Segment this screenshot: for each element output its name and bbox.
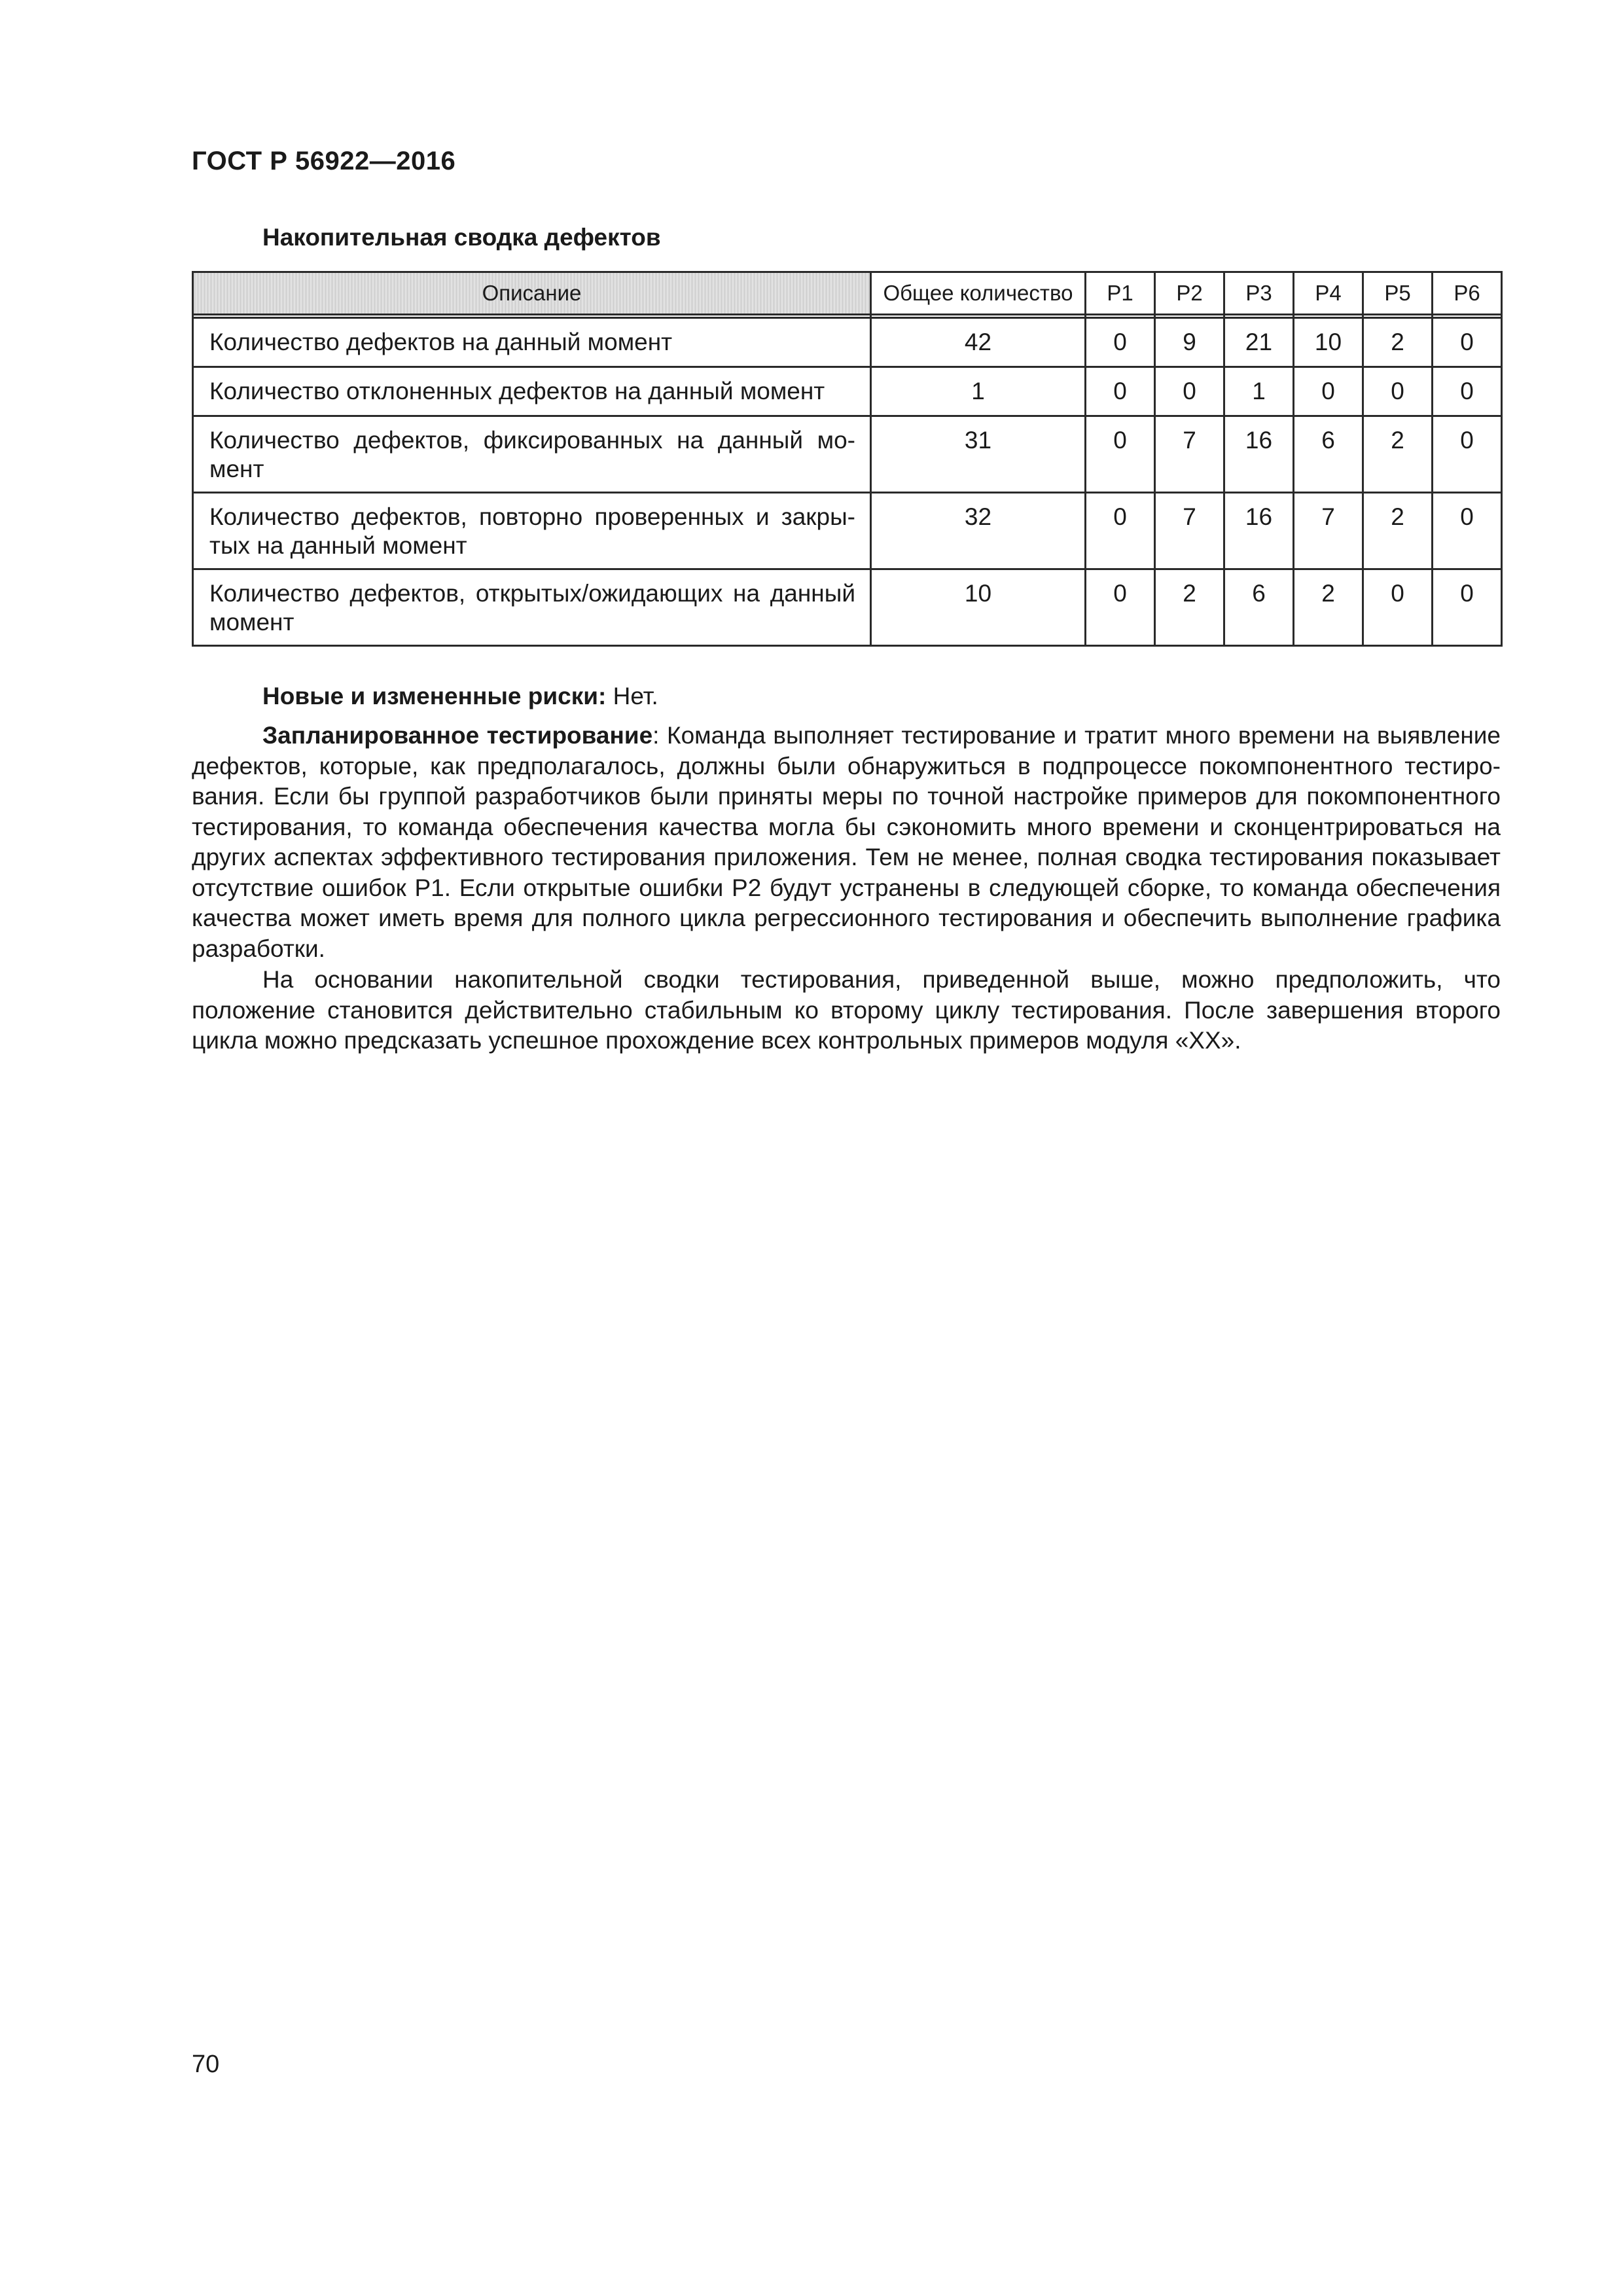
row-description: Количество отклоненных дефектов на данный момент <box>193 367 871 416</box>
cell-p5: 0 <box>1363 367 1433 416</box>
table-row <box>193 416 1502 493</box>
cell-p3: 1 <box>1224 367 1294 416</box>
table-title: Накопительная сводка дефектов <box>262 224 661 251</box>
row-description: Количество дефектов на данный момент <box>193 318 871 367</box>
column-header-p5: P5 <box>1363 272 1433 315</box>
cell-p5: 2 <box>1363 493 1433 569</box>
cell-p6: 0 <box>1433 569 1502 646</box>
column-header-p6: P6 <box>1433 272 1502 315</box>
cell-p2: 2 <box>1155 569 1224 646</box>
row-description: Количество дефектов, открытых/ожидающих на данный момент <box>193 569 871 646</box>
table-header-row <box>193 272 1502 315</box>
table-row <box>193 493 1502 569</box>
column-header-p4: P4 <box>1294 272 1363 315</box>
cell-p5: 2 <box>1363 318 1433 367</box>
cell-p6: 0 <box>1433 493 1502 569</box>
planned-testing-paragraph <box>192 721 1501 964</box>
cell-total: 42 <box>871 318 1086 367</box>
conclusion-paragraph: На основании накопительной сводки тестирования, приведенной выше, можно предположить, что положение становится действительно стабильным ко второму циклу тестирования. После завершения второго цикла можно предсказать успешное прохождение всех контрольных примеров модуля «XX». <box>192 966 1501 1054</box>
cell-total: 1 <box>871 367 1086 416</box>
cell-p4: 0 <box>1294 367 1363 416</box>
cell-p5: 0 <box>1363 569 1433 646</box>
cell-p1: 0 <box>1086 318 1155 367</box>
cell-p2: 7 <box>1155 493 1224 569</box>
cell-p4: 6 <box>1294 416 1363 493</box>
cell-p6: 0 <box>1433 318 1502 367</box>
document-header: ГОСТ Р 56922—2016 <box>192 147 456 175</box>
cell-p5: 2 <box>1363 416 1433 493</box>
column-header-p1: P1 <box>1086 272 1155 315</box>
cell-p4: 10 <box>1294 318 1363 367</box>
planned-testing-text: : Команда выполняет тестирование и тратит много времени на выявление дефектов, которые, как предполагалось, должны были обнаружиться в подпроцессе покомпонентного тестиро-вания. Если бы группой разработчиков были приняты меры по точной настройке примеров для покомпонентного тестирования, то команда обеспечения качества могла бы сэкономить много времени и сконцентрироваться на других аспектах эффективного тестирования приложения. Тем не менее, полная сводка тестирования показывает отсутствие ошибок P1. Если открытые ошибки P2 будут устранены в следующей сборке, то команда обеспечения качества может иметь время для полного цикла регрессионного тестирования и обеспечить выполнение графика разработки. <box>192 722 1501 962</box>
cell-p1: 0 <box>1086 367 1155 416</box>
column-header-p2: P2 <box>1155 272 1224 315</box>
column-header-total: Общее количество <box>871 272 1086 315</box>
cell-p4: 2 <box>1294 569 1363 646</box>
cell-total: 31 <box>871 416 1086 493</box>
defects-summary-table <box>192 271 1503 647</box>
risks-label: Новые и измененные риски: <box>262 683 607 709</box>
cell-p1: 0 <box>1086 416 1155 493</box>
cell-p3: 16 <box>1224 416 1294 493</box>
cell-total: 10 <box>871 569 1086 646</box>
table-row <box>193 569 1502 646</box>
cell-p3: 21 <box>1224 318 1294 367</box>
cell-p6: 0 <box>1433 367 1502 416</box>
cell-p1: 0 <box>1086 493 1155 569</box>
cell-p3: 6 <box>1224 569 1294 646</box>
cell-p2: 0 <box>1155 367 1224 416</box>
cell-p6: 0 <box>1433 416 1502 493</box>
cell-total: 32 <box>871 493 1086 569</box>
column-header-description: Описание <box>193 272 871 315</box>
table-row <box>193 367 1502 416</box>
risks-paragraph <box>192 681 1501 712</box>
table-row <box>193 318 1502 367</box>
row-description: Количество дефектов, повторно проверенных и закры-тых на данный момент <box>193 493 871 569</box>
column-header-p3: P3 <box>1224 272 1294 315</box>
cell-p2: 7 <box>1155 416 1224 493</box>
cell-p1: 0 <box>1086 569 1155 646</box>
risks-value: Нет. <box>606 683 658 709</box>
cell-p4: 7 <box>1294 493 1363 569</box>
cell-p2: 9 <box>1155 318 1224 367</box>
cell-p3: 16 <box>1224 493 1294 569</box>
page-number: 70 <box>192 2051 220 2078</box>
row-description: Количество дефектов, фиксированных на данный мо-мент <box>193 416 871 493</box>
planned-testing-label: Запланированное тестирование <box>262 722 653 749</box>
